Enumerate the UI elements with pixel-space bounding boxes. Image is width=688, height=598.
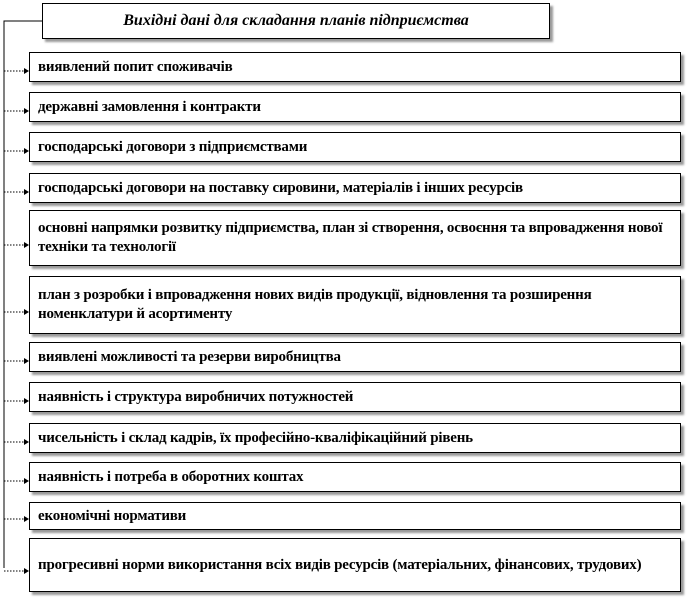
item-economic-standards: економічні нормативи (29, 502, 681, 530)
item-working-capital: наявність і потреба в оборотних коштах (29, 462, 681, 492)
item-production-capacity: наявність і структура виробничих потужностей (29, 382, 681, 412)
item-customer-demand: виявлений попит споживачів (29, 52, 681, 82)
item-production-reserves: виявлені можливості та резерви виробництва (29, 342, 681, 372)
item-business-contracts: господарські договори з підприємствами (29, 132, 681, 162)
item-supply-contracts: господарські договори на поставку сировини, матеріалів і інших ресурсів (29, 173, 681, 203)
item-resource-norms: прогресивні норми використання всіх видів ресурсів (матеріальних, фінансових, трудових) (29, 538, 681, 592)
arrow-group (4, 68, 29, 574)
item-new-products-plan: план з розробки і впровадження нових видів продукції, відновлення та розширення номенклатури й асортименту (29, 276, 681, 334)
item-state-orders: державні замовлення і контракти (29, 92, 681, 122)
item-development-directions: основні напрямки розвитку підприємства, план зі створення, освоєння та впровадження нової техніки та технології (29, 210, 681, 266)
item-staff: чисельність і склад кадрів, їх професійно-кваліфікаційний рівень (29, 423, 681, 453)
diagram-title: Вихідні дані для складання планів підприємства (42, 3, 550, 39)
